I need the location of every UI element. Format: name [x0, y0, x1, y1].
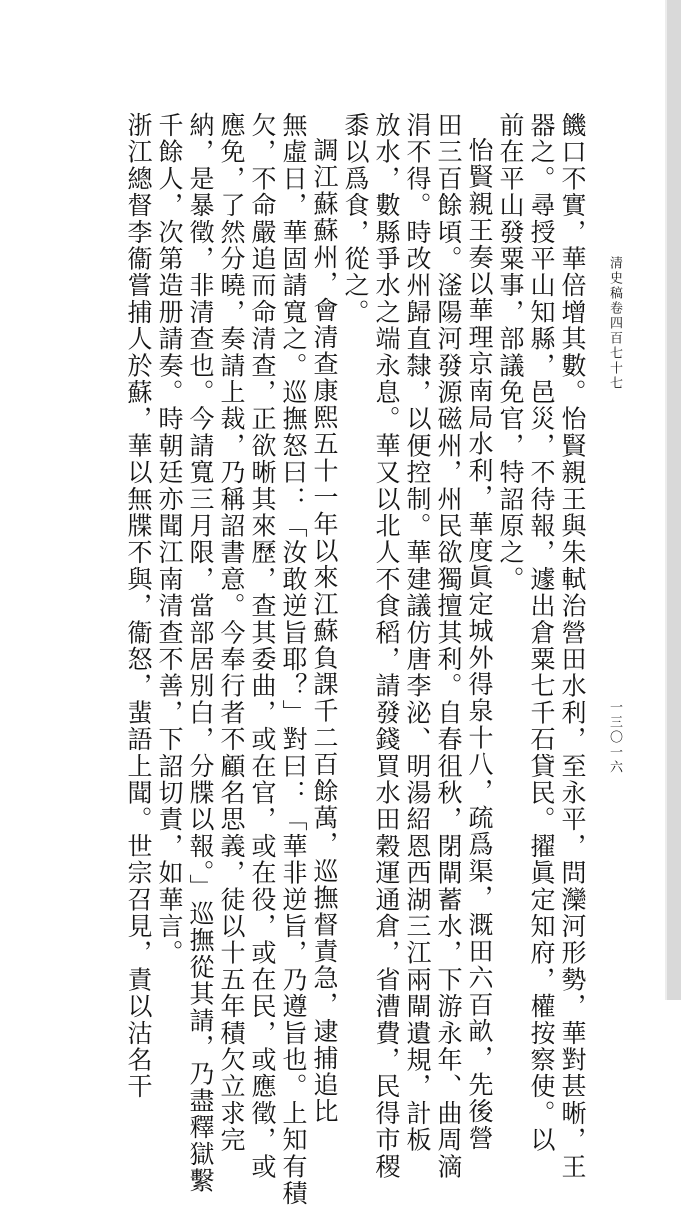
page-number: 一三〇一六	[607, 700, 622, 775]
text-column: 涓不得。時改州歸直隸，以便控制。華建議仿唐李泌、明湯紹恩西湖三江兩閘遺規，計板	[403, 112, 432, 1154]
text-column: 前在平山發粟事，部議免官，特詔原之。	[496, 112, 525, 593]
text-column: 器之。尋授平山知縣，邑災，不待報，遽出倉粟七千石貸民。擢眞定知府，權按察使。以	[527, 112, 556, 1154]
text-column: 調江蘇蘇州，會清查康熙五十一年以來江蘇負課千二百餘萬，巡撫督責急，逮捕追比	[310, 137, 339, 1125]
text-column: 浙江總督李衞嘗捕人於蘇，華以無牒不與，衞怒，蜚語上聞。世宗召見，責以沽名干	[124, 112, 153, 1100]
text-column: 應免，了然分曉，奏請上裁，乃稱詔書意。今奉行者不顧名思義，徒以十五年積欠立求完	[217, 112, 246, 1154]
running-title: 清史稿卷四百七十七	[607, 256, 622, 391]
page-edge	[667, 0, 681, 1000]
text-column: 饑口不實，華倍增其數。怡賢親王與朱軾治營田水利，至永平，問灤河形勢，華對甚晰，王	[558, 112, 587, 1180]
text-column: 怡賢親王奏以華理京南局水利，華度眞定城外得泉十八，疏爲渠，溉田六百畝，先後營	[465, 137, 494, 1152]
text-column: 欠，不命嚴追而命清查，正欲晰其來歷，查其委曲，或在官，或在役，或在民，或應徵，或	[248, 112, 277, 1180]
text-column: 無虛日，華固請寬之。巡撫怒曰：「汝敢逆旨耶？」對曰：「華非逆旨，乃遵旨也。上知有積	[279, 112, 308, 1207]
text-column: 田三百餘頃。滏陽河發源磁州，州民欲獨擅其利。自春徂秋，閉閘蓄水，下游永年、曲周滴	[434, 112, 463, 1180]
text-column: 納，是暴徵，非清查也。今請寬三月限，當部居別白，分牒以報。」巡撫從其請，乃盡釋獄繫	[186, 112, 215, 1195]
text-column: 千餘人，次第造册請奏。時朝廷亦聞江南清查不善，下詔切責，如華言。	[155, 112, 184, 967]
text-column: 放水，數縣爭水之端永息。華又以北人不食稻，請發錢買水田穀運通倉，省漕費，民得市稷	[372, 112, 401, 1180]
text-column: 黍以爲食，從之。	[341, 112, 370, 326]
